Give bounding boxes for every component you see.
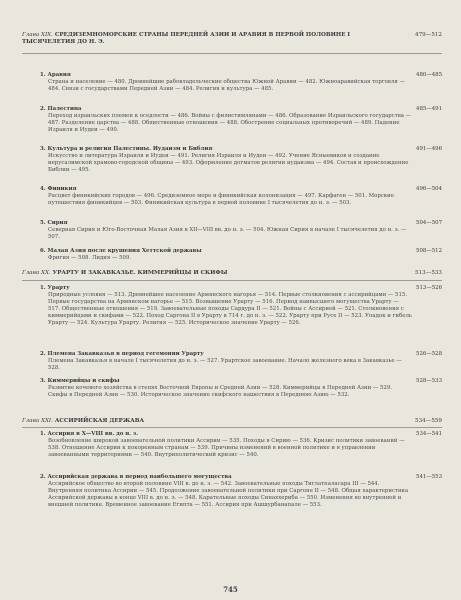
- divider: [22, 280, 442, 281]
- entry-summary: Расцвет финикийских городов — 496. Средиземное море и финикийская колонизация — 497. Карфаген — 501. Морские путешествия финикийцев — 503. Финикийская культура в первой половине I тысячелетия до н. э. — 503.: [48, 193, 394, 206]
- chapter-title: УРАРТУ И ЗАКАВКАЗЬЕ. КИММЕРИЙЦЫ И СКИФЫ: [52, 270, 228, 276]
- entry-title-row: [40, 72, 442, 79]
- entry-title: 3. Киммерийцы и скифы: [40, 378, 120, 384]
- toc-entry: [40, 248, 442, 262]
- toc-entry: [40, 72, 442, 93]
- entry-title-row: [40, 431, 442, 438]
- chapter-label: Глава XXI.: [22, 418, 53, 424]
- divider: [22, 53, 442, 54]
- toc-entry: [40, 351, 442, 372]
- entry-title-row: [40, 106, 442, 113]
- entry-summary: Развитие кочевого хозяйства в степях Восточной Европы и Средней Азии — 528. Киммерийцы в Передней Азии — 529. Скифы в Передней Азии — 530. Историческое значение скифского нашествия в Переднюю Азию — 532.: [48, 385, 393, 398]
- toc-entry: [40, 106, 442, 134]
- entry-summary: Переход израильских племен к оседлости — 486. Войны с филистимлянами — 486. Образование Израильского государства — 487. Разделение царства — 488. Общественные отношения — 488. Обострение социальных противоречий — 489. Падение Израиля и Иудеи — 490.: [48, 113, 412, 133]
- entry-title-row: [40, 378, 442, 385]
- chapter-20-heading: [22, 270, 442, 277]
- entry-summary: Природные условия — 513. Древнейшее население Армянского нагорья — 514. Первые столкновения с ассирийцами — 515. Первые государства на Армянском нагорье — 515. Возвышение Урарту — 516. Период наивысшего могущества Урарту — 517. Общественные отношения — 519. Завоевательные походы Сардура II — 521. Войны с Ассирией — 521. Столкновения с киммерийцами и скифами — 522. Поход Саргона II в Урарту в 714 г. до н. э. — 522. Урарту при Русе II — 523. Упадок и гибель Урарту — 524. Культура Урарту. Религия — 525. Историческое значение Урарту — 526.: [48, 292, 412, 326]
- entry-title: 1. Урарту: [40, 285, 70, 291]
- entry-pages: 508—512: [416, 248, 442, 254]
- entry-title: 6. Малая Азия после крушения Хеттской державы: [40, 248, 202, 254]
- chapter-title-row: [22, 270, 442, 277]
- entry-title-row: [40, 220, 442, 227]
- entry-pages: 480—485: [416, 72, 442, 78]
- chapter-label: Глава XIX.: [22, 32, 53, 38]
- divider: [22, 427, 442, 428]
- entry-title-row: [40, 474, 442, 481]
- toc-entry: [40, 285, 442, 327]
- toc-entry: [40, 378, 442, 399]
- entry-pages: 504—507: [416, 220, 442, 226]
- entry-title: 4. Финикия: [40, 186, 77, 192]
- entry-summary: Северная Сирия и Юго-Восточная Малая Азия в XII—VIII вв. до н. э. — 504. Южная Сирия в начале I тысячелетия до н. э. — 507.: [48, 227, 407, 240]
- entry-title-row: [40, 146, 442, 153]
- chapter-pages: 513—533: [415, 270, 442, 276]
- entry-summary: Фригия — 508. Лидия — 509.: [48, 255, 132, 261]
- entry-pages: 496—504: [416, 186, 442, 192]
- chapter-19-heading: [22, 32, 442, 47]
- entry-pages: 528—533: [416, 378, 442, 384]
- toc-entry: [40, 431, 442, 459]
- entry-title: 2. Ассирийская держава в период наибольшего могущества: [40, 474, 232, 480]
- entry-summary: Возобновление широкой завоевательной политики Ассирии — 535. Походы в Сирию — 536. Кризис политики завоеваний — 538. Отношение Ассирии к покоренным странам — 539. Причины изменений в военной политике и в управлении завоеванными территориями — 540. Внутриполитический кризис — 540.: [48, 438, 405, 458]
- entry-pages: 491—496: [416, 146, 442, 152]
- chapter-title-row: [22, 418, 442, 425]
- entry-pages: 534—541: [416, 431, 442, 437]
- chapter-title: СРЕДИЗЕМНОМОРСКИЕ СТРАНЫ ПЕРЕДНЕЙ АЗИИ И АРАВИЯ В ПЕРВОЙ ПОЛОВИНЕ I ТЫСЯЧЕЛЕТИЯ ДО Н. Э.: [22, 32, 351, 46]
- entry-pages: 513—526: [416, 285, 442, 291]
- entry-title: 5. Сирия: [40, 220, 68, 226]
- entry-pages: 541—553: [416, 474, 442, 480]
- toc-entry: [40, 146, 442, 174]
- entry-summary: Страна и население — 480. Древнейшие рабовладельческие общества Южной Аравии — 482. Южноаравийская торговля — 484. Связи с государствами Передней Азии — 484. Религия и культура — 485.: [48, 79, 405, 92]
- entry-title: 1. Аравия: [40, 72, 71, 78]
- chapter-pages: 534—559: [415, 418, 442, 424]
- chapter-21-heading: [22, 418, 442, 425]
- entry-title-row: [40, 285, 442, 292]
- entry-title: 3. Культура и религия Палестины. Иудаизм и Библия: [40, 146, 213, 152]
- entry-summary: Ассирийское общество во второй половине VIII в. до н. э. — 542. Завоевательные походы Тиглатпаласара III — 544. Внутренняя политика Ассирии — 545. Продолжение завоевательной политики при Саргоне II — 548. Общая характеристика Ассирийской державы в конце VIII в. до н. э. — 548. Карательные походы Синаххериба — 550. Изменения во внутренней и внешней политике. Временное завоевание Египта — 551. Ассирия при Ашшурбанапале — 553.: [48, 481, 409, 508]
- entry-summary: Племена Закавказья в начале I тысячелетия до н. э. — 527. Урартское завоевание. Начало железного века в Закавказье — 528.: [48, 358, 402, 371]
- chapter-label: Глава XX.: [22, 270, 51, 276]
- entry-title: 2. Палестина: [40, 106, 82, 112]
- toc-entry: [40, 186, 442, 207]
- entry-title-row: [40, 186, 442, 193]
- toc-entry: [40, 220, 442, 241]
- entry-pages: 526—528: [416, 351, 442, 357]
- entry-title: 2. Племена Закавказья в период гегемонии Урарту: [40, 351, 204, 357]
- entry-pages: 485—491: [416, 106, 442, 112]
- entry-title-row: [40, 248, 442, 255]
- entry-title: 1. Ассирия в X—VIII вв. до н. э.: [40, 431, 139, 437]
- entry-title-row: [40, 351, 442, 358]
- chapter-pages: 479—512: [415, 32, 442, 38]
- toc-entry: [40, 474, 442, 509]
- page-number: 745: [223, 585, 238, 594]
- chapter-title: АССИРИЙСКАЯ ДЕРЖАВА: [54, 418, 144, 424]
- chapter-title-row: [22, 32, 442, 47]
- entry-summary: Искусство и литература Израиля и Иудеи — 491. Религия Израиля и Иудеи — 492. Учение Ясныевиков и создание иерусалимской храмово-городской общины — 493. Оформление догматов религии иудаизма — 494. Состав и происхождение Библии — 495.: [48, 153, 409, 173]
